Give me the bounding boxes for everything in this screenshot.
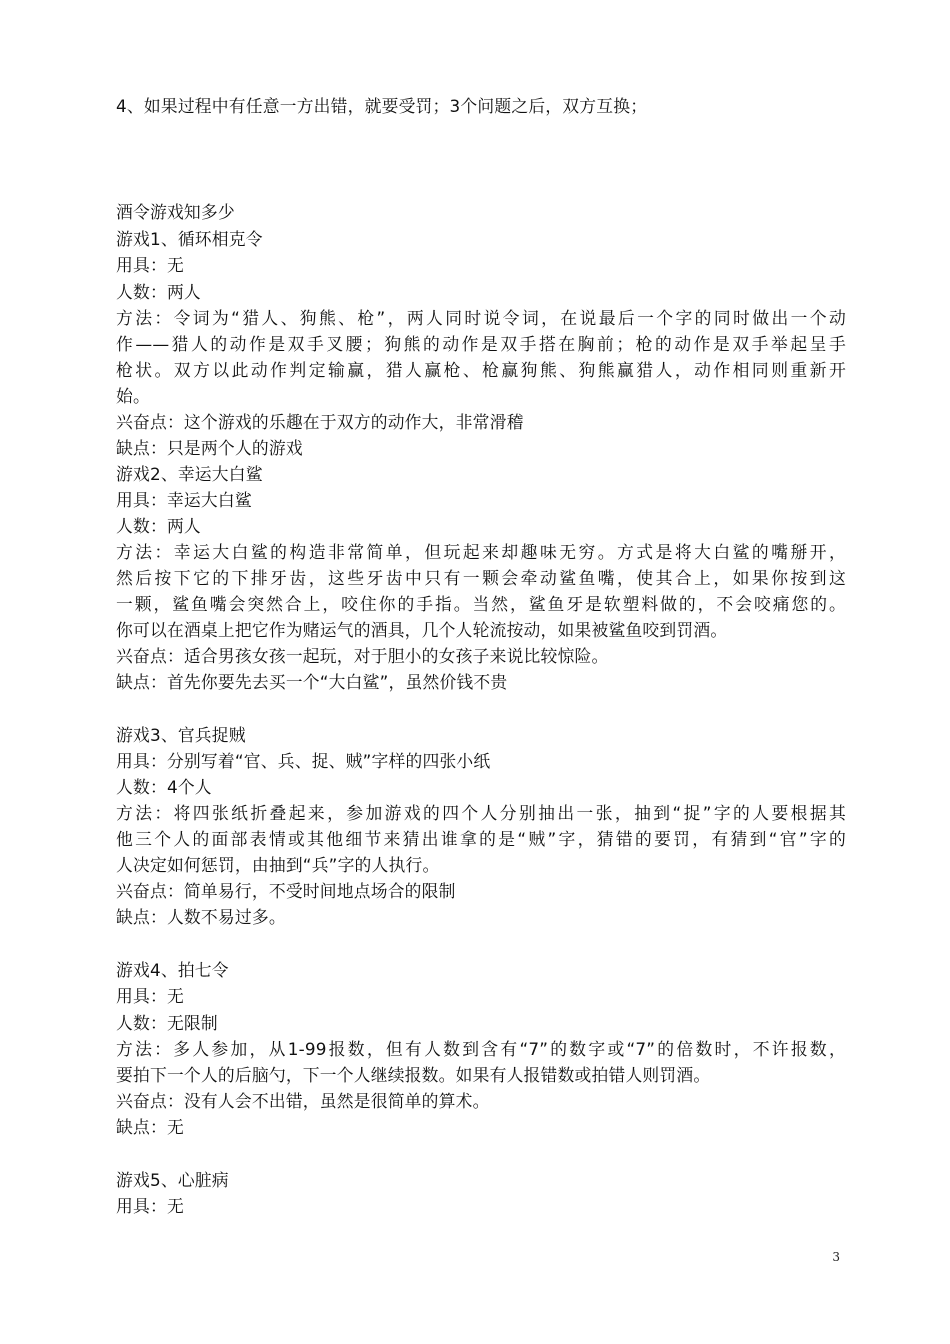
game-1-drawback: 缺点：只是两个人的游戏 (116, 438, 303, 458)
game-1-method-line-3: 枪状。双方以此动作判定输赢，猎人赢枪、枪赢狗熊、狗熊赢猎人，动作相同则重新开 (116, 360, 846, 380)
game-5-title: 游戏5、心脏病 (116, 1170, 229, 1190)
game-4-highlight: 兴奋点：没有人会不出错，虽然是很简单的算术。 (116, 1091, 490, 1111)
game-3-highlight: 兴奋点：简单易行，不受时间地点场合的限制 (116, 881, 456, 901)
game-2-title: 游戏2、幸运大白鲨 (116, 464, 263, 484)
game-3-method-line-2: 他三个人的面部表情或其他细节来猜出谁拿的是“贼”字，猜错的要罚，有猜到“官”字的 (116, 829, 846, 849)
game-4-players: 人数：无限制 (116, 1013, 218, 1033)
game-1-highlight: 兴奋点：这个游戏的乐趣在于双方的动作大，非常滑稽 (116, 412, 524, 432)
page-number: 3 (832, 1250, 840, 1264)
section-title: 酒令游戏知多少 (116, 202, 235, 222)
game-4-method-line-1: 方法：多人参加，从1-99报数，但有人数到含有“7”的数字或“7”的倍数时，不许报数， (116, 1039, 846, 1059)
game-4-tools: 用具：无 (116, 986, 184, 1006)
game-2-method-line-1: 方法：幸运大白鲨的构造非常简单，但玩起来却趣味无穷。方式是将大白鲨的嘴掰开， (116, 542, 846, 562)
game-2-tools: 用具：幸运大白鲨 (116, 490, 252, 510)
game-1-players: 人数：两人 (116, 282, 201, 302)
game-4-title: 游戏4、拍七令 (116, 960, 229, 980)
game-2-method-line-4: 你可以在酒桌上把它作为赌运气的酒具，几个人轮流按动，如果被鲨鱼咬到罚酒。 (116, 620, 728, 640)
game-1-title: 游戏1、循环相克令 (116, 229, 263, 249)
game-1-method-line-2: 作——猎人的动作是双手叉腰；狗熊的动作是双手搭在胸前；枪的动作是双手举起呈手 (116, 334, 846, 354)
game-5-tools: 用具：无 (116, 1196, 184, 1216)
game-2-method-line-3: 一颗，鲨鱼嘴会突然合上，咬住你的手指。当然，鲨鱼牙是软塑料做的，不会咬痛您的。 (116, 594, 846, 614)
game-2-highlight: 兴奋点：适合男孩女孩一起玩，对于胆小的女孩子来说比较惊险。 (116, 646, 609, 666)
game-3-drawback: 缺点：人数不易过多。 (116, 907, 286, 927)
game-3-tools: 用具：分别写着“官、兵、捉、贼”字样的四张小纸 (116, 751, 491, 771)
game-2-method-line-2: 然后按下它的下排牙齿，这些牙齿中只有一颗会牵动鲨鱼嘴，使其合上，如果你按到这 (116, 568, 846, 588)
game-3-method-line-3: 人决定如何惩罚，由抽到“兵”字的人执行。 (116, 855, 440, 875)
game-1-tools: 用具：无 (116, 255, 184, 275)
game-2-drawback: 缺点：首先你要先去买一个“大白鲨”，虽然价钱不贵 (116, 672, 508, 692)
text-line-1: 4、如果过程中有任意一方出错，就要受罚；3个问题之后，双方互换； (116, 96, 648, 116)
game-3-method-line-1: 方法：将四张纸折叠起来，参加游戏的四个人分别抽出一张，抽到“捉”字的人要根据其 (116, 803, 846, 823)
game-1-method-line-4: 始。 (116, 386, 150, 406)
game-2-players: 人数：两人 (116, 516, 201, 536)
game-4-drawback: 缺点：无 (116, 1117, 184, 1137)
game-4-method-line-2: 要拍下一个人的后脑勺，下一个人继续报数。如果有人报错数或拍错人则罚酒。 (116, 1065, 711, 1085)
game-3-players: 人数：4个人 (116, 777, 212, 797)
game-3-title: 游戏3、官兵捉贼 (116, 725, 246, 745)
game-1-method-line-1: 方法：令词为“猎人、狗熊、枪”，两人同时说令词，在说最后一个字的同时做出一个动 (116, 308, 846, 328)
